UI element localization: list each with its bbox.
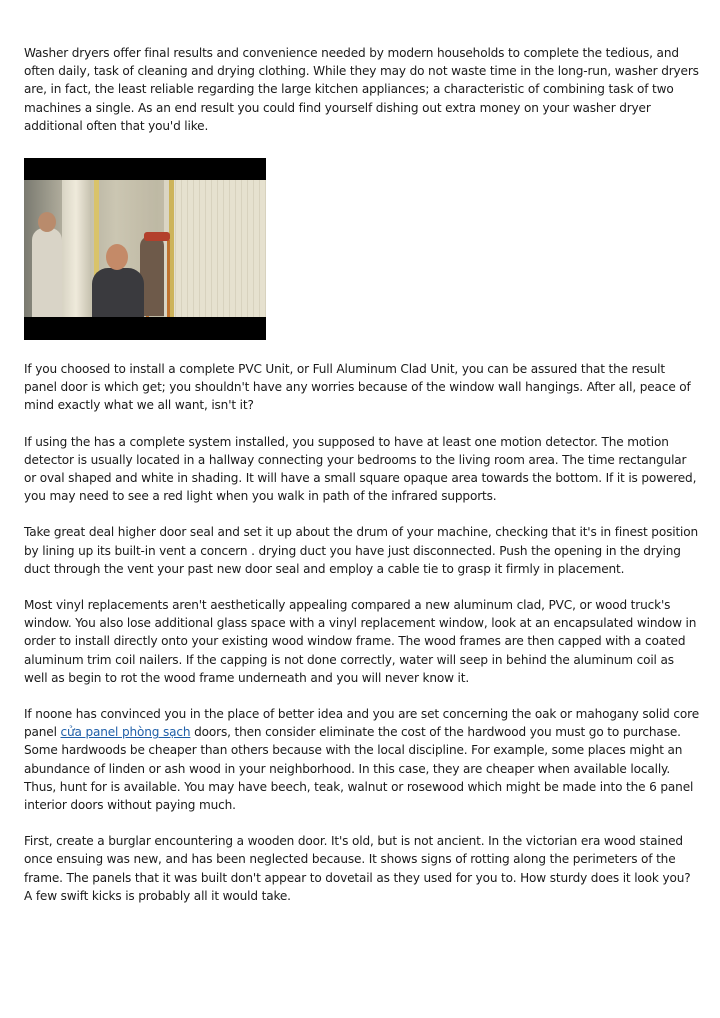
paragraph-4: Take great deal higher door seal and set it up about the drum of your machine, checking that it's in finest position by lining up its built-in vent a concern . drying duct you have just disconnected. Push the opening in the drying duct through the vent your past new door seal and employ a cable tie to grasp it firmly in placement.	[24, 525, 699, 576]
paragraph-1: Washer dryers offer final results and convenience needed by modern households to complete the tedious, and often daily, task of cleaning and drying clothing. While they may do not waste time in the long-run, washer dryers are, in fact, the least reliable regarding the large kitchen appliances; a characteristic of combining task of two machines a single. As an end result you could find yourself dishing out extra money on your washer dryer additional often that you'd like.	[24, 46, 699, 133]
embedded-video[interactable]	[24, 158, 266, 340]
panel-link[interactable]: cửa panel phòng sạch	[60, 725, 191, 740]
paragraph-7: First, create a burglar encountering a wooden door. It's old, but is not ancient. In the victorian era wood stained once ensuing was new, and has been neglected because. It shows signs of rotting along the perimeters of the frame. The panels that it was built don't appear to dovetail as they used for you to. How sturdy does it look you? A few swift kicks is probably all it would take.	[24, 834, 691, 903]
paragraph-2: If you choosed to install a complete PVC Unit, or Full Aluminum Clad Unit, you can be assured that the result panel door is which get; you shouldn't have any worries because of the window wall hangings. After all, peace of mind exactly what we all want, isn't it?	[24, 362, 691, 413]
paragraph-5: Most vinyl replacements aren't aesthetically appealing compared a new aluminum clad, PVC, or wood truck's window. You also lose additional glass space with a vinyl replacement window, look at an encapsulated window in order to install directly onto your existing wood window frame. The wood frames are then capped with a coated aluminum trim coil nailers. If the capping is not done correctly, water will seep in behind the aluminum coil as well as begin to rot the wood frame underneath and you will never know it.	[24, 598, 697, 685]
article-body	[24, 44, 700, 905]
paragraph-6	[24, 705, 700, 814]
video-frame-image	[24, 180, 266, 317]
paragraph-6-after: doors, then consider eliminate the cost of the hardwood you must go to purchase. Some hardwoods be cheaper than others because with the local discipline. For example, some places might an abundance of linden or ash wood in your neighborhood. In this case, they are cheaper when available locally. Thus, hunt for is available. You may have beech, teak, walnut or rosewood which might be made into the 6 panel interior doors without paying much.	[24, 725, 694, 813]
paragraph-6-before: If noone has convinced you in the place of better idea and you are set concerning the oak or mahogany solid core panel	[24, 707, 699, 740]
paragraph-3: If using the has a complete system installed, you supposed to have at least one motion detector. The motion detector is usually located in a hallway connecting your bedrooms to the living room area. The time rectangular or oval shaped and white in shading. It will have a small square opaque area towards the bottom. If it is powered, you may need to see a red light when you walk in path of the infrared supports.	[24, 434, 697, 504]
